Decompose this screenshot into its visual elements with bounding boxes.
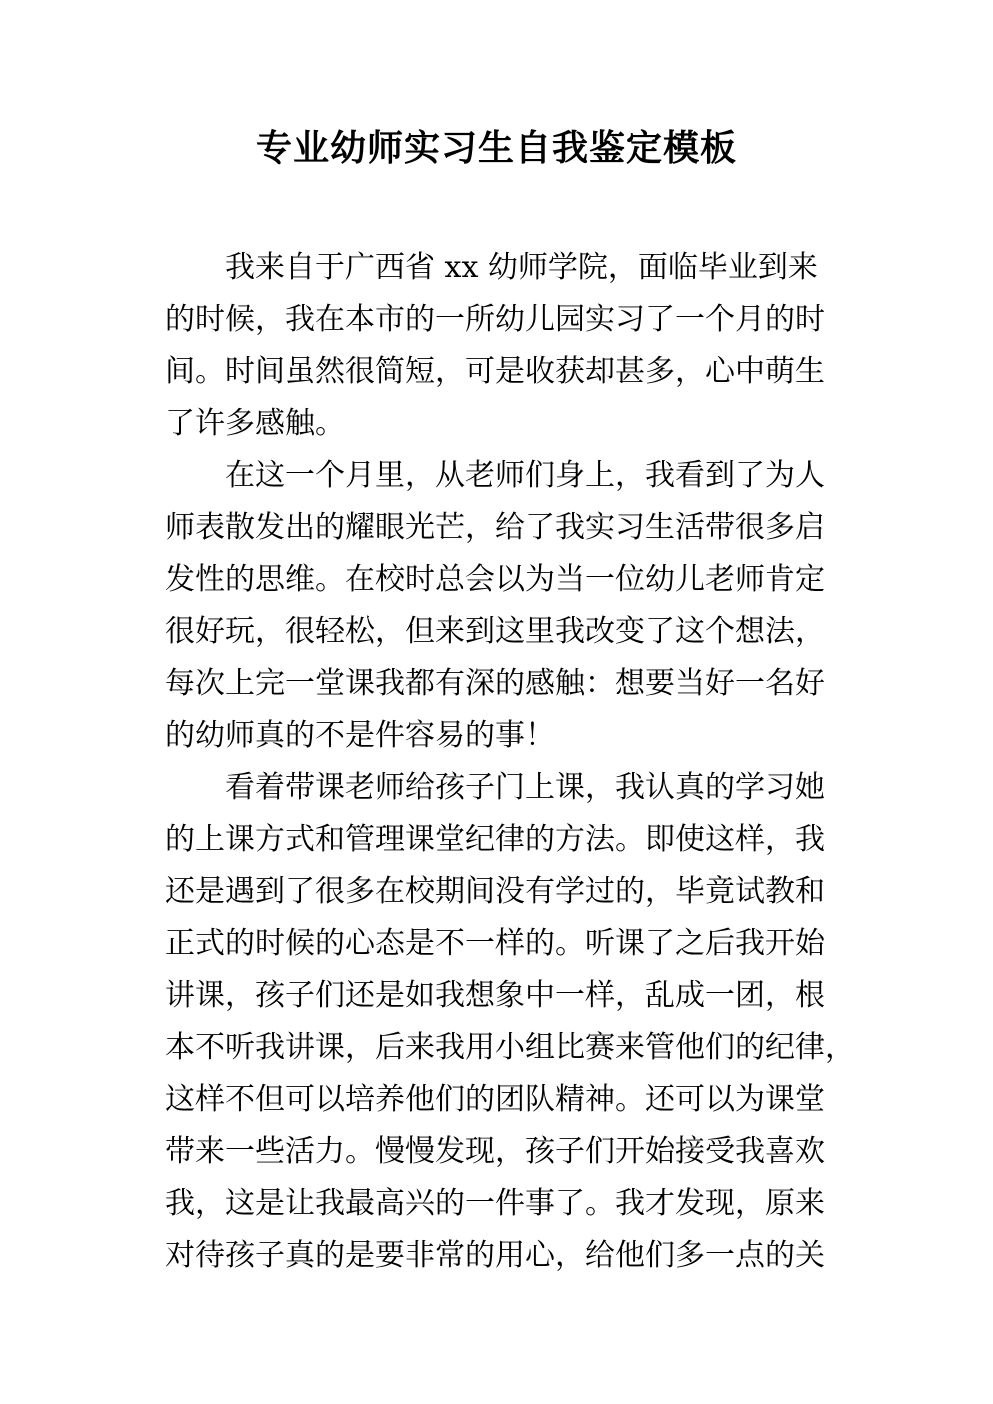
- paragraph-3: [165, 762, 855, 1282]
- text-line: 看着带课老师给孩子门上课，我认真的学习她: [225, 770, 825, 805]
- text-line: 在这一个月里，从老师们身上，我看到了为人: [225, 458, 825, 493]
- text-line: 对待孩子真的是要非常的用心，给他们多一点的关: [165, 1238, 825, 1273]
- text-line: 的幼师真的不是件容易的事！: [165, 718, 555, 753]
- text-line: 这样不但可以培养他们的团队精神。还可以为课堂: [165, 1082, 825, 1117]
- text-line: 还是遇到了很多在校期间没有学过的，毕竟试教和: [165, 874, 825, 909]
- text-line: 每次上完一堂课我都有深的感触：想要当好一名好: [165, 666, 825, 701]
- paragraph-2: [165, 450, 845, 762]
- text-line: 我来自于广西省 xx 幼师学院，面临毕业到来: [225, 250, 818, 285]
- text-line: 很好玩，很轻松，但来到这里我改变了这个想法，: [165, 614, 825, 649]
- text-line: 本不听我讲课，后来我用小组比赛来管他们的纪律，: [165, 1030, 855, 1065]
- text-line: 了许多感触。: [165, 406, 345, 441]
- text-line: 的上课方式和管理课堂纪律的方法。即使这样，我: [165, 822, 825, 857]
- text-line: 正式的时候的心态是不一样的。听课了之后我开始: [165, 926, 825, 961]
- text-line: 间。时间虽然很简短，可是收获却甚多，心中萌生: [165, 354, 825, 389]
- paragraph-1: [165, 242, 845, 450]
- text-line: 带来一些活力。慢慢发现，孩子们开始接受我喜欢: [165, 1134, 825, 1169]
- text-line: 的时候，我在本市的一所幼儿园实习了一个月的时: [165, 302, 825, 337]
- text-line: 讲课，孩子们还是如我想象中一样，乱成一团，根: [165, 978, 825, 1013]
- text-line: 师表散发出的耀眼光芒，给了我实习生活带很多启: [165, 510, 825, 545]
- text-line: 发性的思维。在校时总会以为当一位幼儿老师肯定: [165, 562, 825, 597]
- document-body: [165, 242, 855, 1282]
- text-line: 我，这是让我最高兴的一件事了。我才发现，原来: [165, 1186, 825, 1221]
- document-title: 专业幼师实习生自我鉴定模板: [255, 127, 737, 169]
